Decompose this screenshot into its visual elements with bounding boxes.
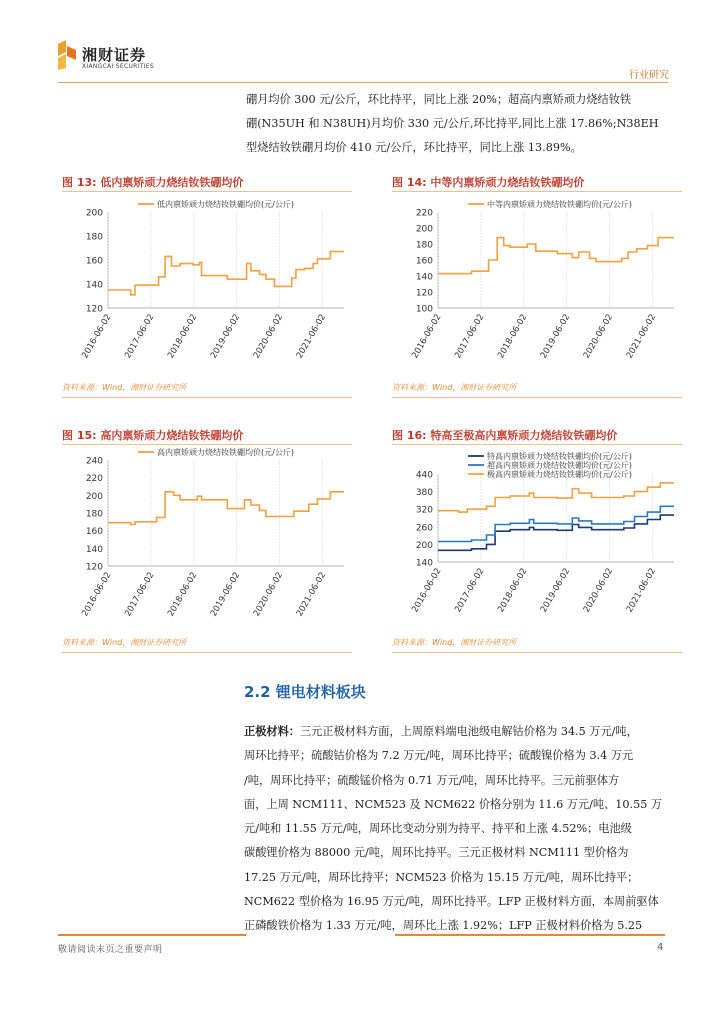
y-tick-label: 180 [85,509,103,520]
y-tick-label: 440 [415,470,433,481]
y-tick-label: 180 [415,240,433,251]
y-tick-label: 160 [415,256,433,267]
y-tick-label: 100 [415,304,433,315]
header-divider [58,82,668,83]
x-tick-label: 2019-06-02 [208,570,243,619]
body-line: NCM622 型价格为 16.95 万元/吨，周环比持平。LFP 正极材料方面，本周前驱体 [244,895,659,909]
body-line: 17.25 万元/吨，周环比持平；NCM523 价格为 15.15 万元/吨，周环比持平； [244,870,639,884]
fig13-title: 图 13: 低内禀矫顽力烧结钕铁硼均价 [62,176,244,189]
x-tick-label: 2021-06-02 [294,570,329,619]
y-tick-label: 220 [85,474,103,485]
x-tick-label: 2021-06-02 [624,312,659,361]
x-tick-label: 2020-06-02 [251,570,286,619]
x-tick-label: 2016-06-02 [410,312,444,361]
fig13-title-rule [62,191,352,192]
fig14-title: 图 14: 中等内禀矫顽力烧结钕铁硼均价 [392,176,585,189]
y-tick-label: 260 [415,523,433,534]
x-tick-label: 2018-06-02 [496,312,530,361]
y-tick-label: 380 [415,488,433,499]
fig15-title: 图 15: 高内禀矫顽力烧结钕铁硼均价 [62,429,244,442]
legend-label: 特高内禀矫顽力烧结钕铁硼均价(元/公斤) [487,452,632,461]
fig13-source: 资料来源：Wind，湘财证券研究所 [62,383,187,392]
y-tick-label: 140 [85,544,103,555]
body-line: 面，上周 NCM111、NCM523 及 NCM622 价格分别为 11.6 万元/吨、10.55 万 [244,797,663,811]
x-tick-label: 2020-06-02 [251,312,286,361]
body-lead: 正极材料： [244,724,300,738]
y-tick-label: 320 [415,505,433,516]
y-tick-label: 200 [85,208,103,219]
intro-paragraph [246,88,670,160]
footer-rule-left [58,934,246,936]
body-line: 周环比持平；硫酸钴价格为 7.2 万元/吨，周环比持平；硫酸镍价格为 3.4 万元 [244,749,634,763]
y-tick-label: 200 [415,540,433,551]
y-tick-label: 220 [415,208,433,219]
fig16-source-rule [392,652,682,653]
x-tick-label: 2016-06-02 [80,312,114,361]
x-tick-label: 2019-06-02 [208,312,243,361]
fig14-source: 资料来源：Wind，湘财证券研究所 [392,383,517,392]
fig16-source: 资料来源：Wind，湘财证券研究所 [392,638,517,647]
x-tick-label: 2016-06-02 [80,570,114,619]
intro-line: 硼月均价 300 元/公斤，环比持平，同比上涨 20%；超高内禀矫顽力烧结钕铁 [246,93,632,106]
footer-disclaimer: 敬请阅读末页之重要声明 [58,945,163,955]
intro-line: 硼(N35UH 和 N38UH)月均价 330 元/公斤,环比持平,同比上涨 17.86%;N38EH [246,117,659,130]
x-tick-label: 2018-06-02 [166,570,200,619]
y-tick-label: 120 [85,304,103,315]
fig13-source-rule [62,397,352,398]
logo-mark-icon [56,38,78,72]
series-line [438,483,674,512]
fig14-title-rule [392,191,682,192]
series-line [438,238,674,274]
logo-name: 湘财证券 [82,46,147,64]
y-tick-label: 200 [85,491,103,502]
legend-label: 超高内禀矫顽力烧结钕铁硼均价(元/公斤) [487,461,632,470]
fig15-source-rule [62,652,352,653]
page-number: 4 [657,942,664,953]
x-tick-label: 2016-06-02 [410,566,444,615]
fig15-title-rule [62,444,352,445]
legend-label: 低内禀矫顽力烧结钕铁硼均价(元/公斤) [157,200,294,209]
footer-rule-right [395,934,665,936]
body-paragraph [244,719,672,939]
logo-subtitle: XIANGCAI SECURITIES [82,63,154,70]
body-line [244,719,672,744]
x-tick-label: 2021-06-02 [294,312,329,361]
body-line: /吨，周环比持平；硫酸锰价格为 0.71 万元/吨，周环比持平。三元前驱体方 [244,773,620,787]
x-tick-label: 2017-06-02 [453,312,487,361]
series-line [438,506,674,541]
series-line [108,252,344,295]
x-tick-label: 2019-06-02 [538,312,573,361]
y-tick-label: 180 [85,232,103,243]
y-tick-label: 120 [415,288,433,299]
x-tick-label: 2020-06-02 [581,312,616,361]
x-tick-label: 2018-06-02 [166,312,200,361]
body-line: 元/吨和 11.55 万元/吨，周环比变动分别为持平、持平和上涨 4.52%；电池级 [244,822,632,836]
legend-label: 极高内禀矫顽力烧结钕铁硼均价(元/公斤) [487,470,632,479]
y-tick-label: 240 [85,456,103,467]
y-tick-label: 160 [85,256,103,267]
report-type-label: 行业研究 [629,70,669,81]
series-line [438,515,674,550]
x-tick-label: 2017-06-02 [123,570,157,619]
y-tick-label: 140 [415,272,433,283]
fig16-title-rule [392,444,682,445]
body-line-text: 三元正极材料方面，上周原料端电池级电解钴价格为 34.5 万元/吨， [299,725,638,738]
legend-label: 高内禀矫顽力烧结钕铁硼均价(元/公斤) [157,448,294,457]
body-line: 正磷酸铁价格为 1.33 万元/吨，周环比上涨 1.92%；LFP 正极材料价格为 5.25 [244,919,643,933]
x-tick-label: 2020-06-02 [581,566,616,615]
series-line [108,492,344,525]
fig14-source-rule [392,397,682,398]
y-tick-label: 140 [415,558,433,569]
y-tick-label: 160 [85,527,103,538]
x-tick-label: 2021-06-02 [624,566,659,615]
intro-line: 型烧结钕铁硼月均价 410 元/公斤，环比持平，同比上涨 13.89%。 [246,141,582,154]
body-line: 碳酸锂价格为 88000 元/吨，周环比持平。三元正极材料 NCM111 型价格为 [244,846,629,860]
x-tick-label: 2017-06-02 [123,312,157,361]
y-tick-label: 140 [85,280,103,291]
y-tick-label: 200 [415,224,433,235]
legend-label: 中等内禀矫顽力烧结钕铁硼均价(元/公斤) [487,200,632,209]
section-heading: 2.2 锂电材料板块 [244,683,366,701]
x-tick-label: 2019-06-02 [538,566,573,615]
x-tick-label: 2018-06-02 [496,566,530,615]
company-logo [56,38,78,72]
x-tick-label: 2017-06-02 [453,566,487,615]
y-tick-label: 120 [85,562,103,573]
fig15-source: 资料来源：Wind，湘财证券研究所 [62,638,187,647]
fig16-title: 图 16: 特高至极高内禀矫顽力烧结钕铁硼均价 [392,429,618,442]
